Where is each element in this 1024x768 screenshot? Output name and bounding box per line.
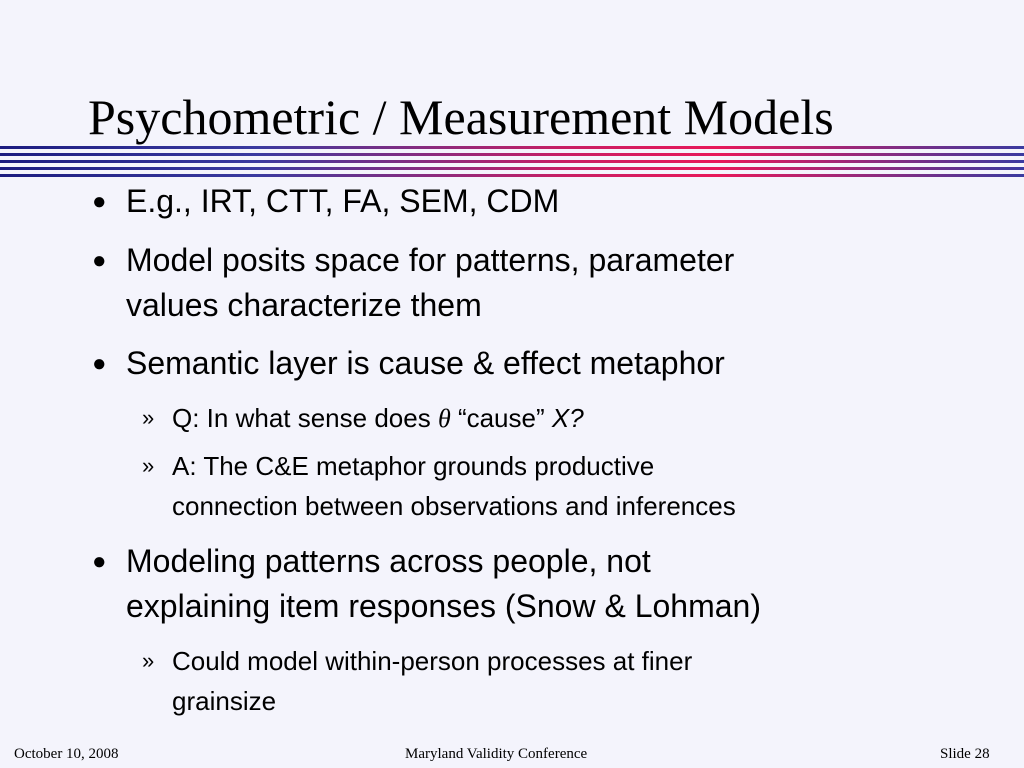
slide-title: Psychometric / Measurement Models <box>88 89 834 145</box>
bullet-text: values characterize them <box>126 287 482 323</box>
theta-symbol: θ <box>437 404 451 433</box>
bullet-text: Modeling patterns across people, not <box>126 543 651 579</box>
slide-number: Slide 28 <box>940 746 990 762</box>
question-prefix: Q: In what sense does <box>172 403 438 433</box>
title-rule-2 <box>0 153 1024 156</box>
bullet-item <box>92 539 761 629</box>
bullet-marker: ● <box>92 548 107 575</box>
sub-bullet-marker: » <box>142 405 155 430</box>
x-variable: X? <box>551 403 584 433</box>
title-rule-5 <box>0 174 1024 177</box>
sub-bullet-marker: » <box>142 453 155 478</box>
sub-bullet-item <box>142 641 693 721</box>
bullet-text: E.g., IRT, CTT, FA, SEM, CDM <box>126 183 560 219</box>
sub-bullet-text: Could model within-person processes at finer <box>172 646 693 676</box>
bullet-text: explaining item responses (Snow & Lohman) <box>126 588 761 624</box>
sub-bullet-text <box>172 398 584 439</box>
bullet-marker: ● <box>92 350 107 377</box>
sub-bullet-item <box>142 446 736 526</box>
bullet-item <box>92 341 725 386</box>
bullet-text: Model posits space for patterns, parameter <box>126 242 735 278</box>
bullet-text: Semantic layer is cause & effect metaphor <box>126 345 725 381</box>
bullet-item <box>92 179 560 224</box>
title-rule-1 <box>0 146 1024 149</box>
title-rule-4 <box>0 167 1024 170</box>
bullet-marker: ● <box>92 188 107 215</box>
bullet-item <box>92 238 735 328</box>
sub-bullet-marker: » <box>142 648 155 673</box>
title-rule-3 <box>0 160 1024 163</box>
sub-bullet-text: connection between observations and inferences <box>172 491 736 521</box>
bullet-marker: ● <box>92 247 107 274</box>
sub-bullet-text: A: The C&E metaphor grounds productive <box>172 451 655 481</box>
cause-quote: “cause” <box>450 403 552 433</box>
sub-bullet-text: grainsize <box>172 686 277 716</box>
sub-bullet-item <box>142 398 584 439</box>
footer-conference: Maryland Validity Conference <box>405 746 588 762</box>
footer-date: October 10, 2008 <box>14 746 119 762</box>
